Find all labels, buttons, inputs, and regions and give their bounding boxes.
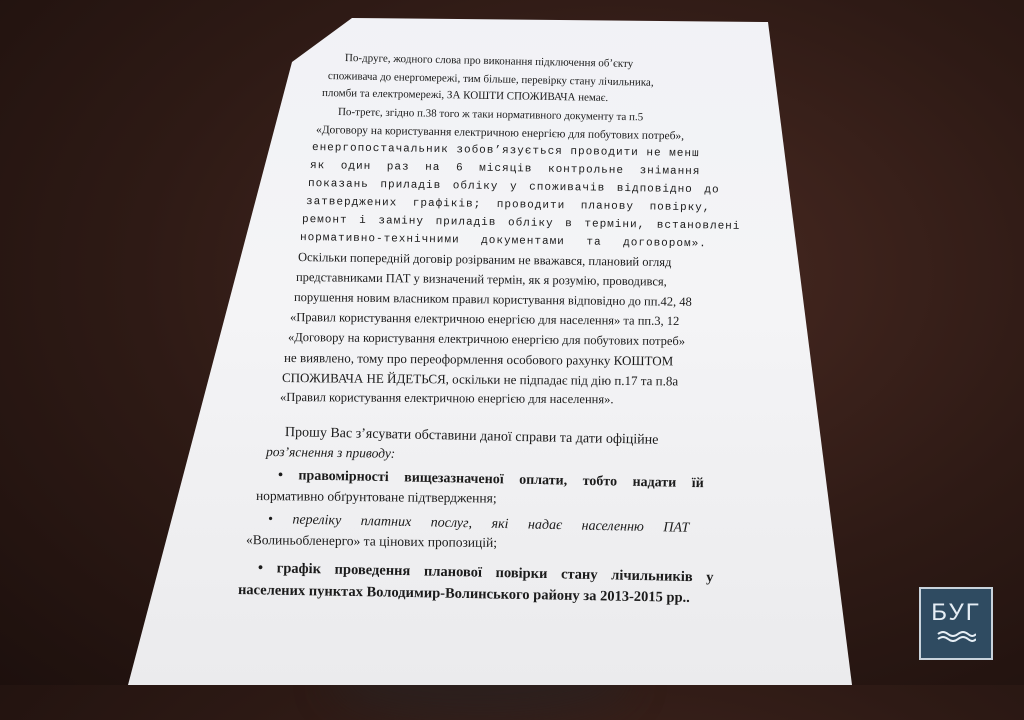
doc-line-18: СПОЖИВАЧА НЕ ЙДЕТЬСЯ, оскільки не підпадає під дію п.17 та п.8а (281, 370, 679, 389)
doc-line-4: По-третє, згідно п.38 того ж таки нормативного документу та п.5 (337, 106, 644, 124)
doc-line-7: як один раз на 6 місяців контрольне знімання (309, 160, 701, 179)
doc-line-20: Прошу Вас з’ясувати обставини даної справи та дати офіційне (284, 425, 659, 448)
doc-line-11: нормативно-технічними документами та договором». (299, 232, 707, 251)
doc-line-3: пломби та електромережі, ЗА КОШТИ СПОЖИВАЧА немає. (321, 87, 609, 104)
logo-text: БУГ (931, 598, 981, 626)
doc-line-27: населених пунктах Володимир-Волинського району за 2013-2015 рр.. (237, 582, 691, 606)
doc-line-12: Оскільки попередній договір розірваним не вважався, плановий огляд (297, 250, 672, 270)
doc-line-19: «Правил користування електричною енергією для населення». (279, 390, 614, 407)
doc-line-8: показань приладів обліку у споживачів відповідно до (307, 178, 720, 197)
doc-line-10: ремонт і заміну приладів обліку в терміни, встановлені (301, 214, 741, 233)
buh-watermark-logo (919, 587, 993, 660)
doc-line-16: «Договору на користування електричною енергією для побутових потреб» (287, 330, 686, 349)
doc-line-6: енергопостачальник зобов’язується проводити не менш (311, 142, 700, 161)
doc-line-24: • переліку платних послуг, які надає населенню ПАТ (267, 512, 690, 536)
doc-line-21: роз’яснення з приводу: (265, 444, 396, 461)
doc-line-22: • правомірності вищезазначеної оплати, тобто надати їй (277, 468, 704, 492)
doc-line-26: • графік проведення планової повірки стану лічильників у (257, 560, 714, 586)
doc-line-5: «Договору на користування електричною енергією для побутових потреб», (315, 124, 685, 143)
doc-line-13: представниками ПАТ у визначений термін, як я розумію, проводився, (295, 270, 667, 289)
doc-line-15: «Правил користування електричною енергією для населення» та пп.3, 12 (289, 310, 680, 329)
doc-line-2: споживача до енергомережі, тим більше, перевірку стану лічильника, (327, 70, 654, 89)
doc-line-9: затверджених графіків; проводити планову повірку, (305, 196, 711, 215)
doc-line-14: порушення новим власником правил користування відповідно до пп.42, 48 (293, 290, 692, 309)
doc-line-1: По-друге, жодного слова про виконання підключення об’єкту (344, 52, 634, 71)
doc-line-25: «Волиньобленерго» та цінових пропозицій; (245, 532, 498, 551)
doc-line-23: нормативно обґрунтоване підтвердження; (255, 488, 497, 506)
doc-line-17: не виявлено, тому про переоформлення особового рахунку КОШТОМ (283, 350, 674, 369)
wave-icon (936, 629, 976, 647)
